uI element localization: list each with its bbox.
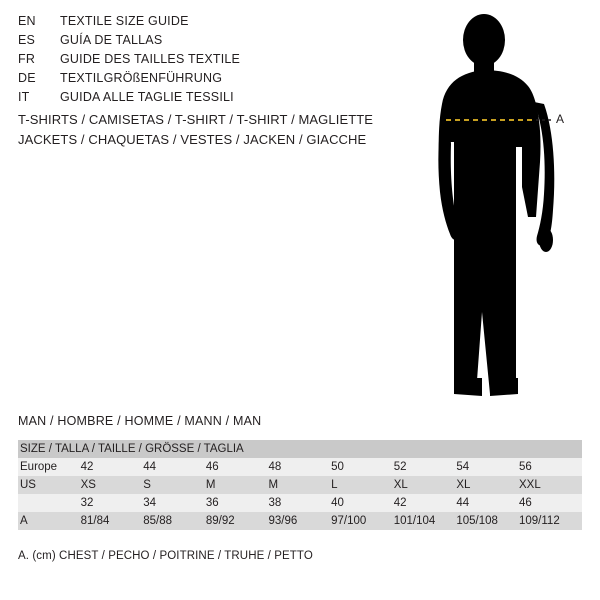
cell-usnum-2: 36 <box>205 497 219 509</box>
chest-measure-label: A <box>556 112 565 126</box>
cell-europe-4: 50 <box>331 461 344 473</box>
table-row <box>18 494 582 512</box>
cell-us-0: XS <box>80 479 96 491</box>
cell-a-6: 105/108 <box>456 515 498 527</box>
cell-europe-6: 54 <box>456 461 470 473</box>
language-row <box>18 90 398 109</box>
language-text: GUIDA ALLE TAGLIE TESSILI <box>60 90 234 104</box>
cell-europe-7: 56 <box>519 461 532 473</box>
cell-europe-3: 48 <box>268 461 282 473</box>
cell-usnum-3: 38 <box>268 497 282 509</box>
language-row <box>18 52 398 71</box>
language-code: DE <box>18 71 36 85</box>
language-code: FR <box>18 52 36 66</box>
language-row <box>18 71 398 90</box>
section-title-man: MAN / HOMBRE / HOMME / MANN / MAN <box>18 414 262 428</box>
cell-a-0: 81/84 <box>80 515 110 527</box>
cell-us-3: M <box>268 479 279 491</box>
footnote-chest: A. (cm) CHEST / PECHO / POITRINE / TRUHE / PETTO <box>18 550 313 562</box>
cell-us-5: XL <box>393 479 408 491</box>
table-row <box>18 476 582 494</box>
table-row <box>18 458 582 476</box>
cell-usnum-6: 44 <box>456 497 470 509</box>
language-row <box>18 14 398 33</box>
cell-usnum-1: 34 <box>143 497 157 509</box>
figure-silhouette-shape <box>438 14 554 396</box>
language-row <box>18 33 398 52</box>
cell-europe-5: 52 <box>393 461 407 473</box>
category-list <box>18 110 438 150</box>
cell-usnum-5: 42 <box>393 497 407 509</box>
table-header-row <box>18 440 582 458</box>
cell-a-4: 97/100 <box>331 515 367 527</box>
language-code: EN <box>18 14 36 28</box>
language-code: ES <box>18 33 36 47</box>
table-row <box>18 512 582 530</box>
table-header-label: SIZE / TALLA / TAILLE / GRÖSSE / TAGLIA <box>20 443 244 455</box>
cell-us-2: M <box>205 479 216 491</box>
cell-a-3: 93/96 <box>268 515 298 527</box>
size-table <box>18 440 582 530</box>
cell-us-7: XXL <box>519 479 541 491</box>
language-text: TEXTILGRÖßENFÜHRUNG <box>60 71 223 85</box>
row-label-us-numeric <box>18 494 81 512</box>
size-table-wrapper <box>18 440 582 530</box>
language-text: TEXTILE SIZE GUIDE <box>60 14 189 28</box>
cell-us-4: L <box>331 479 338 491</box>
cell-a-2: 89/92 <box>205 515 235 527</box>
row-label-europe: Europe <box>20 461 58 473</box>
category-tshirts: T-SHIRTS / CAMISETAS / T-SHIRT / T-SHIRT / MAGLIETTE <box>18 112 374 127</box>
cell-usnum-7: 46 <box>519 497 532 509</box>
row-label-a: A <box>20 515 28 527</box>
cell-us-6: XL <box>456 479 471 491</box>
language-text: GUÍA DE TALLAS <box>60 33 163 47</box>
row-label-us: US <box>20 479 36 491</box>
cell-europe-1: 44 <box>143 461 157 473</box>
category-jackets: JACKETS / CHAQUETAS / VESTES / JACKEN / GIACCHE <box>18 132 367 147</box>
cell-a-5: 101/104 <box>393 515 436 527</box>
language-code: IT <box>18 90 30 104</box>
cell-usnum-0: 32 <box>80 497 94 509</box>
male-figure-illustration <box>404 12 584 397</box>
cell-usnum-4: 40 <box>331 497 344 509</box>
language-text: GUIDE DES TAILLES TEXTILE <box>60 52 241 66</box>
cell-europe-0: 42 <box>80 461 94 473</box>
cell-us-1: S <box>143 479 151 491</box>
cell-a-1: 85/88 <box>143 515 173 527</box>
cell-europe-2: 46 <box>205 461 219 473</box>
cell-a-7: 109/112 <box>519 515 560 527</box>
language-list <box>18 14 398 109</box>
